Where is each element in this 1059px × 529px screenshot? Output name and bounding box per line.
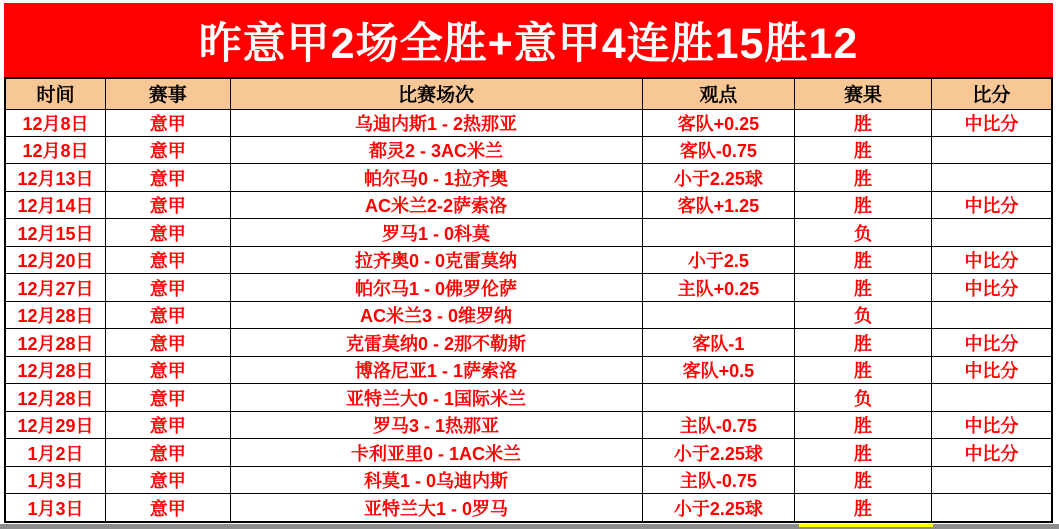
result-cell: 胜 [795,439,932,466]
result-cell: 胜 [795,356,932,383]
pick-cell: 主队-0.75 [642,466,795,493]
pick-cell [642,301,795,328]
col-header-result: 赛果 [795,78,932,109]
date-cell: 12月29日 [5,411,105,438]
result-cell: 胜 [795,494,932,522]
league-cell: 意甲 [105,329,230,356]
table-row [5,411,1052,438]
result-cell: 负 [795,301,932,328]
league-cell: 意甲 [105,109,230,136]
match-cell: 亚特兰大1 - 0罗马 [230,494,642,522]
league-cell: 意甲 [105,274,230,301]
score-cell [931,466,1052,493]
title-banner [4,3,1053,77]
result-cell: 负 [795,384,932,411]
table-row [5,246,1052,273]
date-cell: 12月13日 [5,164,105,191]
cropped-result-cell-sliver [799,524,933,527]
table-body [5,109,1052,522]
date-cell: 12月15日 [5,219,105,246]
table-row [5,301,1052,328]
table-row [5,356,1052,383]
header-row [5,78,1052,109]
league-cell: 意甲 [105,494,230,522]
league-cell: 意甲 [105,439,230,466]
date-cell: 1月3日 [5,494,105,522]
col-header-score: 比分 [931,78,1052,109]
date-cell: 12月8日 [5,109,105,136]
score-cell: 中比分 [931,439,1052,466]
pick-cell: 客队+0.5 [642,356,795,383]
date-cell: 12月28日 [5,356,105,383]
league-cell: 意甲 [105,384,230,411]
col-header-league: 赛事 [105,78,230,109]
league-cell: 意甲 [105,219,230,246]
date-cell: 12月28日 [5,329,105,356]
result-cell: 胜 [795,246,932,273]
match-cell: 帕尔马0 - 1拉齐奥 [230,164,642,191]
pick-cell: 小于2.25球 [642,439,795,466]
date-cell: 12月20日 [5,246,105,273]
table-row [5,219,1052,246]
pick-cell: 客队+1.25 [642,191,795,218]
pick-cell: 小于2.5 [642,246,795,273]
pick-cell: 主队+0.25 [642,274,795,301]
date-cell: 1月2日 [5,439,105,466]
score-cell: 中比分 [931,246,1052,273]
league-cell: 意甲 [105,466,230,493]
score-cell [931,164,1052,191]
table-row [5,384,1052,411]
match-cell: 科莫1 - 0乌迪内斯 [230,466,642,493]
score-cell: 中比分 [931,356,1052,383]
date-cell: 1月3日 [5,466,105,493]
result-cell: 胜 [795,109,932,136]
table-row [5,274,1052,301]
date-cell: 12月28日 [5,384,105,411]
results-table [4,77,1053,523]
table-row [5,191,1052,218]
result-cell: 胜 [795,164,932,191]
match-cell: AC米兰3 - 0维罗纳 [230,301,642,328]
pick-cell: 客队-0.75 [642,136,795,163]
table-row [5,439,1052,466]
table-row [5,466,1052,493]
result-cell: 负 [795,219,932,246]
match-cell: 克雷莫纳0 - 2那不勒斯 [230,329,642,356]
date-cell: 12月8日 [5,136,105,163]
pick-cell: 客队+0.25 [642,109,795,136]
pick-cell: 客队-1 [642,329,795,356]
match-cell: 乌迪内斯1 - 2热那亚 [230,109,642,136]
pick-cell: 小于2.25球 [642,494,795,522]
league-cell: 意甲 [105,246,230,273]
table-row [5,164,1052,191]
col-header-pick: 观点 [642,78,795,109]
match-cell: 卡利亚里0 - 1AC米兰 [230,439,642,466]
date-cell: 12月28日 [5,301,105,328]
league-cell: 意甲 [105,136,230,163]
match-cell: 都灵2 - 3AC米兰 [230,136,642,163]
league-cell: 意甲 [105,164,230,191]
col-header-match: 比赛场次 [230,78,642,109]
score-cell [931,301,1052,328]
result-cell: 胜 [795,274,932,301]
match-cell: 罗马1 - 0科莫 [230,219,642,246]
result-cell: 胜 [795,411,932,438]
score-cell [931,494,1052,522]
pick-cell [642,219,795,246]
table-row [5,136,1052,163]
league-cell: 意甲 [105,411,230,438]
result-cell: 胜 [795,136,932,163]
score-cell: 中比分 [931,109,1052,136]
score-cell: 中比分 [931,274,1052,301]
score-cell [931,136,1052,163]
result-cell: 胜 [795,329,932,356]
score-cell: 中比分 [931,411,1052,438]
table-row [5,329,1052,356]
pick-cell: 主队-0.75 [642,411,795,438]
league-cell: 意甲 [105,191,230,218]
cropped-next-row-edge [0,524,1059,529]
pick-cell [642,384,795,411]
date-cell: 12月27日 [5,274,105,301]
league-cell: 意甲 [105,356,230,383]
score-cell: 中比分 [931,191,1052,218]
match-cell: 拉齐奥0 - 0克雷莫纳 [230,246,642,273]
pick-cell: 小于2.25球 [642,164,795,191]
league-cell: 意甲 [105,301,230,328]
col-header-time: 时间 [5,78,105,109]
result-cell: 胜 [795,191,932,218]
match-cell: 博洛尼亚1 - 1萨索洛 [230,356,642,383]
table-row [5,494,1052,522]
date-cell: 12月14日 [5,191,105,218]
match-cell: 亚特兰大0 - 1国际米兰 [230,384,642,411]
score-cell [931,384,1052,411]
score-cell [931,219,1052,246]
score-cell: 中比分 [931,329,1052,356]
match-cell: 帕尔马1 - 0佛罗伦萨 [230,274,642,301]
match-cell: AC米兰2-2萨索洛 [230,191,642,218]
table-row [5,109,1052,136]
result-cell: 胜 [795,466,932,493]
match-cell: 罗马3 - 1热那亚 [230,411,642,438]
page-title: 昨意甲2场全胜+意甲4连胜15胜12 [198,19,859,68]
